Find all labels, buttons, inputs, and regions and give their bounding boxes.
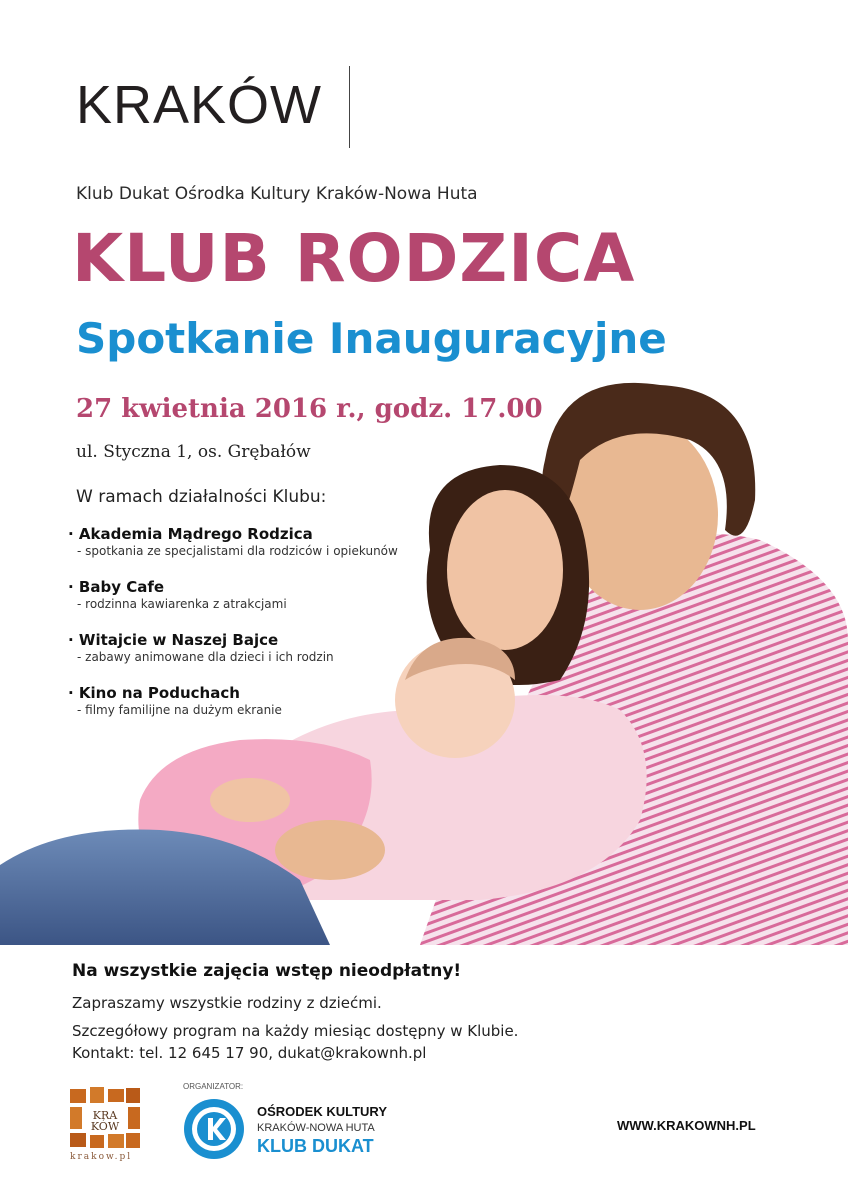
activity-name: · Akademia Mądrego Rodzica — [68, 525, 398, 543]
organizer-line: Klub Dukat Ośrodka Kultury Kraków-Nowa Huta — [76, 184, 478, 204]
event-address: ul. Styczna 1, os. Grębałów — [76, 442, 311, 462]
organizer-name-1: OŚRODEK KULTURY — [257, 1104, 387, 1119]
event-subtitle: Spotkanie Inauguracyjne — [76, 314, 667, 363]
organizer-name-2: KRAKÓW-NOWA HUTA — [257, 1122, 375, 1134]
organizer-label: ORGANIZATOR: — [183, 1082, 244, 1091]
k-circle-logo-icon[interactable] — [182, 1097, 246, 1161]
activities-list — [68, 525, 398, 737]
program-text: Szczegółowy program na każdy miesiąc dostępny w Klubie. — [72, 1022, 519, 1040]
list-item — [68, 578, 398, 631]
activity-description: - spotkania ze specjalistami dla rodziców i opiekunów — [77, 544, 398, 558]
invite-text: Zapraszamy wszystkie rodziny z dziećmi. — [72, 994, 382, 1012]
contact-text: Kontakt: tel. 12 645 17 90, dukat@krakownh.pl — [72, 1044, 427, 1062]
activity-description: - rodzinna kawiarenka z atrakcjami — [77, 597, 287, 611]
activity-name: · Baby Cafe — [68, 578, 398, 596]
krakow-city-logo: KRAKÓW — [76, 75, 323, 135]
activity-description: - zabawy animowane dla dzieci i ich rodzin — [77, 650, 334, 664]
organizer-name-3: KLUB DUKAT — [257, 1136, 374, 1156]
activity-name: · Kino na Poduchach — [68, 684, 398, 702]
free-entry-notice: Na wszystkie zajęcia wstęp nieodpłatny! — [72, 961, 462, 981]
list-item — [68, 525, 398, 578]
list-item — [68, 631, 398, 684]
website-link[interactable]: WWW.KRAKOWNH.PL — [617, 1118, 756, 1133]
krakow-logo-caption: krakow.pl — [70, 1152, 133, 1162]
activity-name: · Witajcie w Naszej Bajce — [68, 631, 398, 649]
event-date: 27 kwietnia 2016 r., godz. 17.00 — [76, 394, 543, 424]
krakow-crest-mark-bottom: KÓW — [90, 1120, 120, 1133]
logo-divider — [349, 66, 350, 148]
event-title: KLUB RODZICA — [72, 220, 636, 297]
activities-intro: W ramach działalności Klubu: — [76, 487, 327, 507]
krakow-crest-mark-top: KRA — [92, 1109, 118, 1122]
activity-description: - filmy familijne na dużym ekranie — [77, 703, 282, 717]
list-item — [68, 684, 398, 737]
